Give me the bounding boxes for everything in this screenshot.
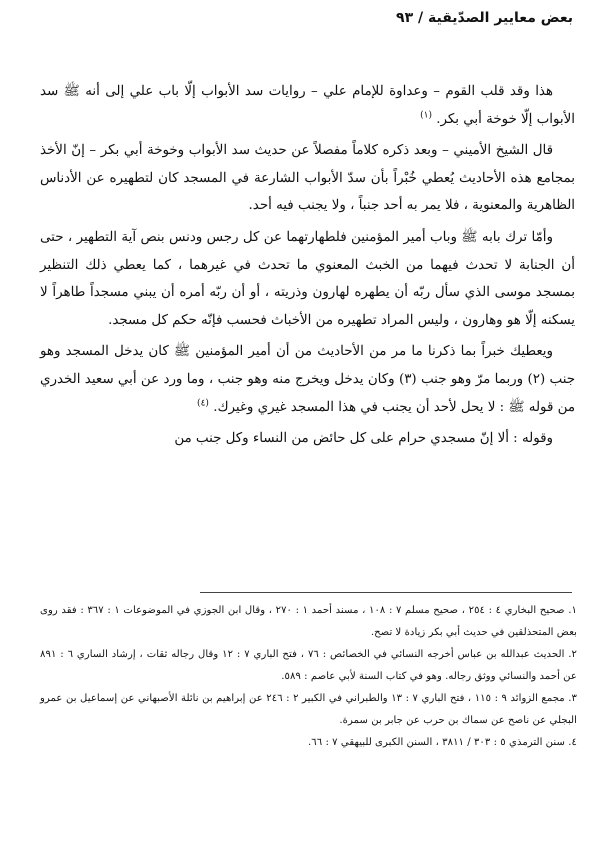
paragraph-text: هذا وقد قلب القوم – وعداوة للإمام علي – روايات سد الأبواب إلّا باب علي إلى أنه ﷺ سد الأبواب إلّا خوخة أبي بكر. xyxy=(40,84,575,127)
paragraph xyxy=(40,224,575,334)
paragraph xyxy=(40,78,575,133)
footnote-divider xyxy=(200,592,572,593)
paragraph xyxy=(40,338,575,421)
paragraph xyxy=(40,137,575,220)
footnote-ref: (٤) xyxy=(197,398,209,409)
footnote: ٢. الحديث عبدالله بن عباس أخرجه النسائي في الخصائص : ٧٦ ، فتح الباري ٧ : ١٢ وقال رجاله ثقات ، إرشاد الساري ٦ : ٨٩١ عن أحمد والنسائي ووثق رجاله. وهو في كتاب السنة لأبي عاصم : ٥٨٩. xyxy=(40,649,577,682)
footnote: ٤. سنن الترمذي ٥ : ٣٠٣ / ٣٨١١ ، السنن الكبرى للبيهقي ٧ : ٦٦. xyxy=(308,737,577,748)
footnote: ١. صحيح البخاري ٤ : ٢٥٤ ، صحيح مسلم ٧ : ١٠٨ ، مسند أحمد ١ : ٢٧٠ ، وقال ابن الجوزي في الموضوعات ١ : ٣٦٧ : فقد روى بعض المتحذلقين في حديث أبي بكر زيادة لا تصح. xyxy=(40,605,577,638)
footnote-ref: (١) xyxy=(420,110,432,121)
footnote: ٣. مجمع الزوائد ٩ : ١١٥ ، فتح الباري ٧ : ١٣ والطبراني في الكبير ٢ : ٢٤٦ عن إبراهيم بن نائلة الأصبهاني عن إسماعيل بن عمرو البجلي عن ناصح عن سماك بن حرب عن جابر بن سمرة. xyxy=(40,693,577,726)
paragraph-text: قال الشيخ الأميني – وبعد ذكره كلاماً مفصلاً عن حديث سد الأبواب وخوخة أبي بكر – إنّ الأخذ بمجامع هذه الأحاديث يُعطي خُبْراً بأن سدّ الأبواب الشارعة في المسجد كان لتطهيره عن الأدناس الظاهرية والمعنوية ، فلا يمر به أحد جنباً ، ولا يجنب فيه أحد. xyxy=(40,143,575,214)
running-header: بعض معايير الصدّيقية / ٩٣ xyxy=(396,10,573,26)
main-text xyxy=(40,78,575,457)
paragraph xyxy=(40,425,575,453)
paragraph-text: وأمّا ترك بابه ﷺ وباب أمير المؤمنين فلطهارتهما عن كل رجس ودنس بنص آية التطهير ، حتى أن الجنابة لا تحدث فيهما من الخبث المعنوي ما تحدث في غيرهما ، كما يعطي ذلك التنظير بمسجد موسى الذي سأل ربّه أن يطهره لهارون وذريته ، أو أن ربّه أمره أن يبني مسجداً طاهراً لا يسكنه إلّا هو وهارون ، وليس المراد تطهيره من الأخباث فحسب فإنّه حكم كل مسجد. xyxy=(40,229,575,328)
paragraph-text: ويعطيك خبراً بما ذكرنا ما مر من الأحاديث من أن أمير المؤمنين ﷺ كان يدخل المسجد وهو جنب (٢) وربما مرّ وهو جنب (٣) وكان يدخل ويخرج منه وهو جنب ، وما ورد عن أبي سعيد الخدري من قوله ﷺ : لا يحل لأحد أن يجنب في هذا المسجد غيري وغيرك. xyxy=(40,344,576,415)
footnotes xyxy=(40,600,577,754)
paragraph-text: وقوله : ألا إنّ مسجدي حرام على كل حائض من النساء وكل جنب من xyxy=(174,431,553,447)
